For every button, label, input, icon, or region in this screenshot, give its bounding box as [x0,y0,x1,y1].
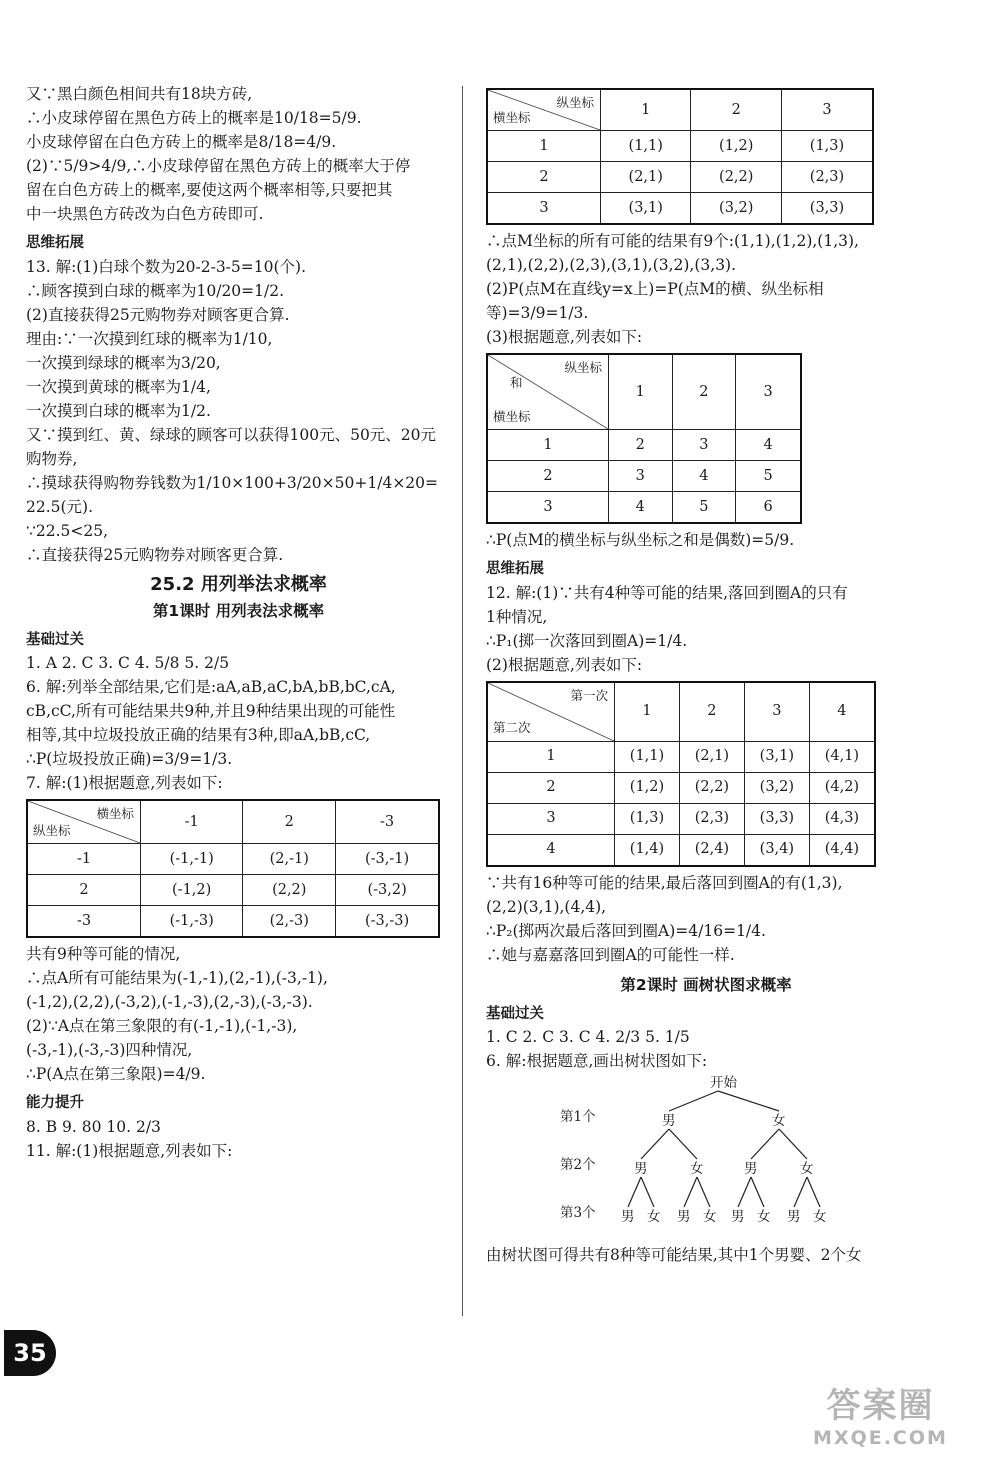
left-column [26,82,451,1163]
watermark [773,1378,988,1449]
tree-branch [807,1177,820,1207]
text-line: ∴直接获得25元购物券对顾客更合算. [26,545,284,564]
table-row-header: 3 [487,492,609,524]
table-column-header: 1 [601,89,691,131]
table-column-header: 3 [781,89,873,131]
text-line: 留在白色方砖上的概率,要使这两个概率相等,只要把其 [26,181,393,200]
throw-results-table [486,681,876,867]
table-row [27,906,439,938]
text-block [26,942,451,1086]
table-cell: (3,4) [744,834,809,866]
tree-node-boy: 男 [787,1209,801,1226]
table-cell: (2,1) [679,741,744,772]
corner-label-middle: 和 [510,375,523,391]
text-line: (3)根据题意,列表如下: [486,328,643,347]
tree-node-boy: 男 [731,1209,745,1226]
text-line: (2)根据题意,列表如下: [486,655,643,674]
text-line: 共有9种等可能的情况, [26,945,181,964]
tree-node-girl: 女 [690,1161,704,1178]
table-cell: (1,1) [601,131,691,162]
tree-node-boy: 男 [634,1161,648,1178]
text-line: (2)P(点M在直线y=x上)=P(点M的横、纵坐标相 [486,280,824,299]
section-heading-thinking: 思维拓展 [486,561,544,578]
table-row [487,162,873,193]
table-cell: 5 [672,492,736,524]
column-divider [462,86,463,1316]
table-row [487,772,875,803]
text-block [486,229,926,349]
table-row [487,803,875,834]
table-cell: 4 [736,430,801,461]
table-row [487,834,875,866]
table-cell: (1,1) [615,741,680,772]
tree-branch [751,1129,779,1159]
table-row [487,430,801,461]
table-cell: (-1,-1) [141,844,243,875]
text-block [486,581,926,677]
tree-node-girl: 女 [757,1209,771,1226]
text-line: 由树状图可得共有8种等可能结果,其中1个男婴、2个女 [486,1246,862,1265]
table-cell: (3,2) [744,772,809,803]
tree-diagram [486,1073,926,1243]
text-line: ∵22.5<25, [26,521,109,540]
table-row [487,461,801,492]
tree-branch [779,1129,807,1159]
tree-branch [794,1177,807,1207]
text-line: 13. 解:(1)白球个数为20-2-3-5=10(个). [26,257,307,276]
text-line: 12. 解:(1)∵共有4种等可能的结果,落回到圈A的只有 [486,583,848,602]
text-line: (-1,2),(2,2),(-3,2),(-1,-3),(2,-3),(-3,-3). [26,993,313,1012]
tree-branch [669,1129,697,1159]
tree-branch [718,1091,779,1111]
table-cell: (3,1) [744,741,809,772]
text-block [486,871,926,967]
text-line: 又∵摸到红、黄、绿球的顾客可以获得100元、50元、20元 [26,425,437,444]
corner-label-top: 纵坐标 [556,95,594,110]
table-column-header: 2 [672,354,736,430]
table-cell: (-3,-3) [336,906,439,938]
table-cell: (2,2) [691,162,781,193]
section-title: 25.2 用列举法求概率 [150,573,327,595]
text-line: 6. 解:根据题意,画出树状图如下: [486,1052,708,1071]
tree-node-girl: 女 [800,1161,814,1178]
text-line: ∴顾客摸到白球的概率为10/20=1/2. [26,281,285,300]
table-column-header: 3 [744,682,809,742]
table-cell: 4 [672,461,736,492]
text-line: (2,2)(3,1),(4,4), [486,897,607,916]
table-column-header: 2 [243,800,336,844]
table-cell: (2,-3) [243,906,336,938]
tree-node-boy: 男 [677,1209,691,1226]
page-number: 35 [4,1330,56,1376]
table-cell: 2 [609,430,673,461]
text-line: 1. A 2. C 3. C 4. 5/8 5. 2/5 [26,654,230,673]
table-cell: (1,3) [781,131,873,162]
text-line: ∴P(垃圾投放正确)=3/9=1/3. [26,750,233,769]
table-cell: (3,1) [601,193,691,225]
tree-branch [738,1177,751,1207]
tree-node-boy: 男 [744,1161,758,1178]
watermark-url: MXQE.COM [813,1427,948,1449]
text-line: 小皮球停留在白色方砖上的概率是8/18=4/9. [26,133,337,152]
table-column-header: 4 [809,682,875,742]
text-line: 1. C 2. C 3. C 4. 2/3 5. 1/5 [486,1028,690,1047]
tree-lines [486,1073,916,1243]
table-cell: (2,3) [781,162,873,193]
table-cell: (3,2) [691,193,781,225]
table-cell: (1,4) [615,834,680,866]
table-cell: 3 [672,430,736,461]
text-line: (2)∵A点在第三象限的有(-1,-1),(-1,-3), [26,1017,298,1036]
tree-branch [628,1177,641,1207]
watermark-logo-text: 答案圈 [826,1386,935,1426]
text-line: 7. 解:(1)根据题意,列表如下: [26,774,223,793]
text-line: 一次摸到黄球的概率为1/4, [26,377,211,396]
text-block [26,82,451,226]
table-cell: (2,4) [679,834,744,866]
table-row-header: 2 [487,162,601,193]
table-cell: (1,3) [615,803,680,834]
corner-label-bottom: 横坐标 [493,109,531,125]
tree-level-label: 第2个 [560,1157,596,1174]
table-cell: (2,3) [679,803,744,834]
table-row [487,492,801,524]
table-row [27,844,439,875]
text-line: 1种情况, [486,607,548,626]
table-header-corner [487,89,601,131]
table-column-header: 2 [691,89,781,131]
text-line: 中一块黑色方砖改为白色方砖即可. [26,205,264,224]
table-cell: (3,3) [781,193,873,225]
text-block [486,528,926,552]
table-row [27,875,439,906]
coordinate-table [26,799,440,938]
table-cell: (4,1) [809,741,875,772]
table-cell: (1,2) [691,131,781,162]
text-line: ∵共有16种等可能的结果,最后落回到圈A的有(1,3), [486,873,843,892]
corner-label-bottom: 第二次 [493,720,531,736]
tree-branch [641,1177,654,1207]
table-cell: (2,2) [243,875,336,906]
tree-level-label: 第3个 [560,1205,596,1222]
table-cell: (2,-1) [243,844,336,875]
text-line: 22.5(元). [26,497,94,516]
table-cell: (-1,2) [141,875,243,906]
text-line: 等)=3/9=1/3. [486,304,589,323]
text-line: 一次摸到绿球的概率为3/20, [26,353,221,372]
table-cell: (4,3) [809,803,875,834]
table-column-header: -1 [141,800,243,844]
table-row-header: 2 [487,772,615,803]
text-line: (2)∵5/9>4/9,∴小皮球停留在黑色方砖上的概率大于停 [26,157,411,176]
table-header-corner [487,354,609,430]
table-cell: 5 [736,461,801,492]
text-line: 相等,其中垃圾投放正确的结果有3种,即aA,bB,cC, [26,726,371,745]
table-row-header: 1 [487,131,601,162]
table-cell: (-1,-3) [141,906,243,938]
text-line: 8. B 9. 80 10. 2/3 [26,1117,161,1136]
section-heading-ability: 能力提升 [26,1095,84,1112]
table-header-corner [27,800,141,844]
text-line: ∴她与嘉嘉落回到圈A的可能性一样. [486,945,735,964]
text-line: 购物券, [26,449,78,468]
text-line: ∴P(A点在第三象限)=4/9. [26,1065,206,1084]
text-line: 一次摸到白球的概率为1/2. [26,401,211,420]
text-line: ∴点A所有可能结果为(-1,-1),(2,-1),(-3,-1), [26,969,328,988]
text-line: 理由:∵一次摸到红球的概率为1/10, [26,329,273,348]
text-line: 6. 解:列举全部结果,它们是:aA,aB,aC,bA,bB,bC,cA, [26,678,396,697]
table-row-header: -3 [27,906,141,938]
text-line: ∴摸球获得购物券钱数为1/10×100+3/20×50+1/4×20= [26,473,439,492]
tree-node-girl: 女 [647,1209,661,1226]
table-column-header: 1 [615,682,680,742]
tree-root: 开始 [710,1075,737,1092]
table-row-header: -1 [27,844,141,875]
text-line: cB,cC,所有可能结果共9种,并且9种结果出现的可能性 [26,702,396,721]
table-row-header: 2 [27,875,141,906]
text-line: ∴P₁(掷一次落回到圈A)=1/4. [486,631,688,650]
tree-branch [641,1129,669,1159]
table-cell: (1,2) [615,772,680,803]
text-line: 又∵黑白颜色相间共有18块方砖, [26,85,253,103]
tree-node-boy: 男 [662,1113,676,1130]
table-cell: (2,2) [679,772,744,803]
tree-node-girl: 女 [703,1209,717,1226]
lesson-title: 第1课时 用列表法求概率 [152,601,325,620]
table-row-header: 1 [487,430,609,461]
right-column [486,82,926,1267]
table-row-header: 2 [487,461,609,492]
lesson-title: 第2课时 画树状图求概率 [620,975,792,994]
table-cell: 3 [609,461,673,492]
text-line: ∴P₂(掷两次最后落回到圈A)=4/16=1/4. [486,921,766,940]
text-line: (2)直接获得25元购物券对顾客更合算. [26,305,290,324]
table-header-corner [487,682,615,742]
tree-level-label: 第1个 [560,1109,596,1126]
table-row-header: 3 [487,803,615,834]
section-heading-basic: 基础过关 [486,1005,544,1022]
text-block [486,1025,926,1073]
text-line: 11. 解:(1)根据题意,列表如下: [26,1141,233,1160]
tree-node-boy: 男 [621,1209,635,1226]
text-line: (-3,-1),(-3,-3)四种情况, [26,1041,193,1060]
table-column-header: -3 [336,800,439,844]
tree-branch [697,1177,710,1207]
corner-label-top: 横坐标 [96,806,134,822]
tree-branch [669,1091,718,1111]
table-cell: (4,2) [809,772,875,803]
text-block [26,651,451,795]
section-heading-basic: 基础过关 [26,631,84,648]
text-line: (2,1),(2,2),(2,3),(3,1),(3,2),(3,3). [486,256,737,275]
tree-branch [684,1177,697,1207]
tree-branch [751,1177,764,1207]
table-cell: (4,4) [809,834,875,866]
table-row-header: 4 [487,834,615,866]
corner-label-bottom: 横坐标 [493,408,531,424]
table-column-header: 3 [736,354,801,430]
table-column-header: 1 [609,354,673,430]
tree-node-girl: 女 [772,1113,786,1130]
text-block [26,1115,451,1163]
corner-label-bottom: 纵坐标 [33,822,71,838]
text-block [486,1243,926,1267]
tree-node-girl: 女 [813,1209,827,1226]
table-row-header: 1 [487,741,615,772]
corner-label-top: 第一次 [570,687,608,703]
table-column-header: 2 [679,682,744,742]
table-cell: (3,3) [744,803,809,834]
table-cell: (2,1) [601,162,691,193]
table-row [487,131,873,162]
table-row [487,193,873,225]
text-line: ∴P(点M的横坐标与纵坐标之和是偶数)=5/9. [486,531,795,550]
section-heading-thinking: 思维拓展 [26,235,84,252]
text-block [26,255,451,567]
sum-table [486,353,802,524]
table-cell: 4 [609,492,673,524]
table-cell: 6 [736,492,801,524]
text-line: ∴点M坐标的所有可能的结果有9个:(1,1),(1,2),(1,3), [486,232,859,250]
corner-label-top: 纵坐标 [564,360,602,376]
table-row [487,741,875,772]
text-line: ∴小皮球停留在黑色方砖上的概率是10/18=5/9. [26,109,362,128]
table-cell: (-3,-1) [336,844,439,875]
table-cell: (-3,2) [336,875,439,906]
table-row-header: 3 [487,193,601,225]
coordinate-table [486,88,874,225]
